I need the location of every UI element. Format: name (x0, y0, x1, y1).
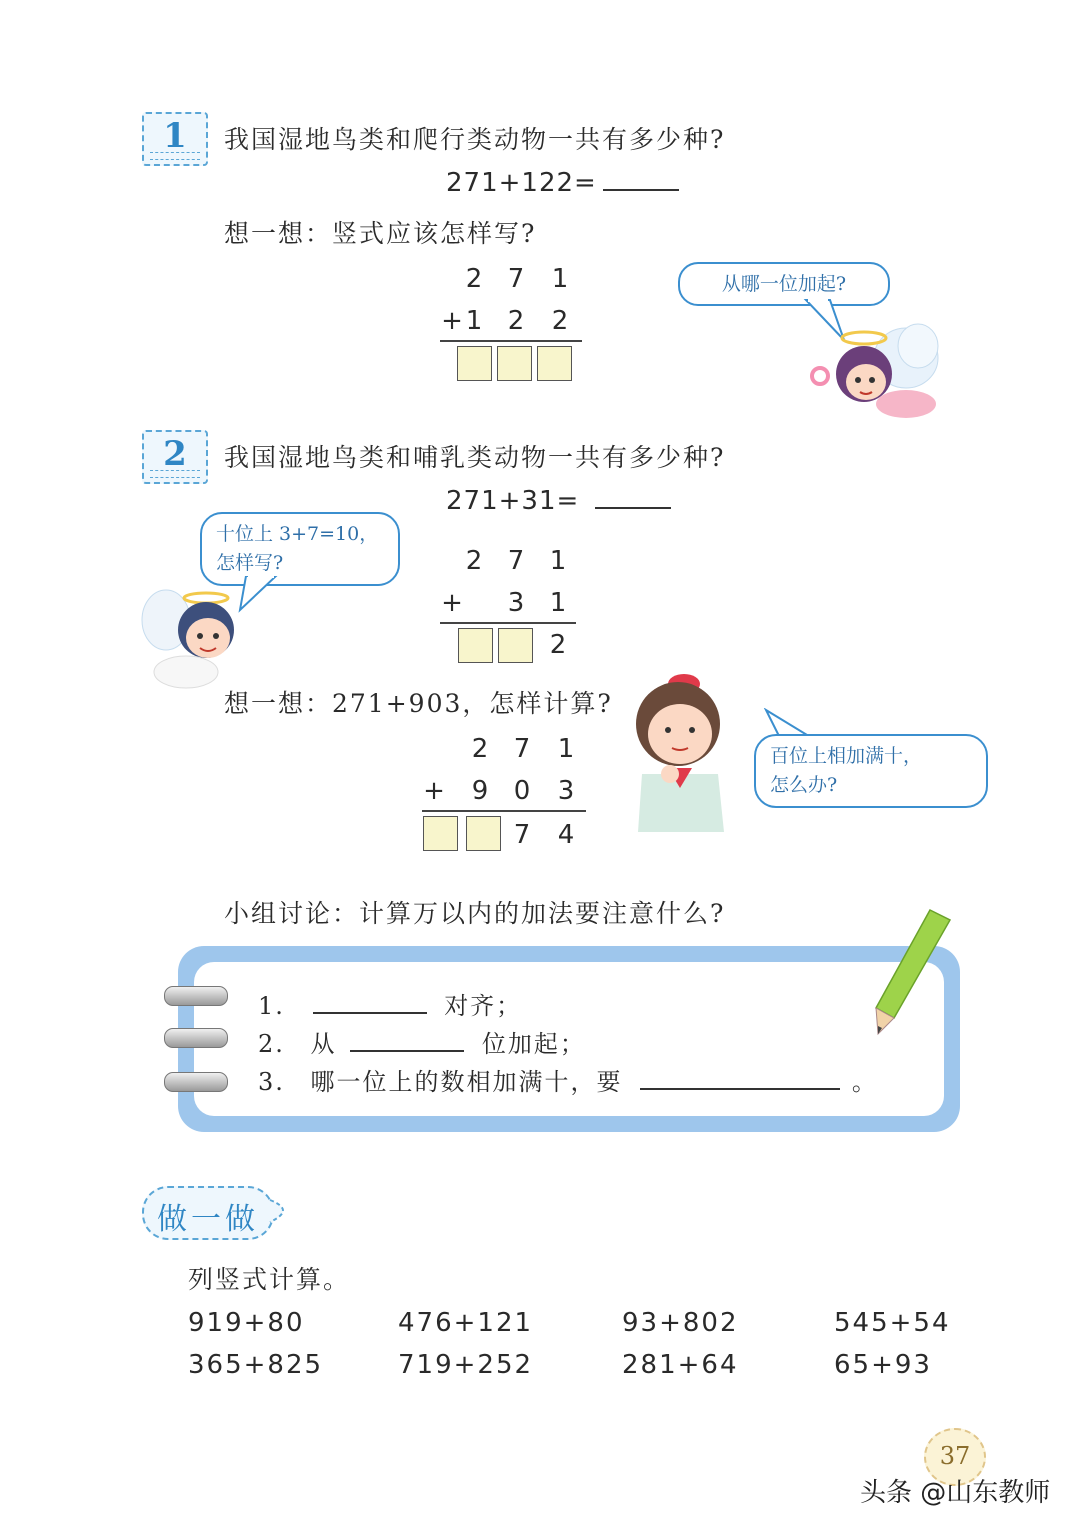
v3-rule (422, 810, 586, 812)
v3-result-tens: 7 (513, 820, 531, 850)
discussion-item-3-before: 哪一位上的数相加满十，要 (310, 1068, 623, 1096)
v2-r1-ones: 1 (549, 546, 567, 576)
practice-instruction: 列竖式计算。 (188, 1265, 351, 1294)
example-2-think: 想一想：271+903，怎样计算? (224, 689, 613, 718)
discussion-item-2 (258, 1024, 586, 1059)
v2-answer-box (498, 628, 533, 663)
v2-result-ones: 2 (549, 630, 567, 660)
discussion-item-2-before: 从 (310, 1030, 337, 1058)
speech-bubble-3-line1: 百位上相加满十， (770, 745, 923, 767)
problem: 65+93 (834, 1350, 932, 1380)
v1-r1-hundreds: 2 (465, 264, 483, 294)
problem: 365+825 (188, 1350, 324, 1380)
example-2-badge (142, 430, 208, 484)
v1-r2-hundreds: 1 (465, 306, 483, 336)
v3-r1-tens: 7 (513, 734, 531, 764)
example-2-question: 我国湿地鸟类和哺乳类动物一共有多少种? (224, 443, 726, 472)
fill-blank (313, 1012, 427, 1014)
watermark: 头条 @山东教师 (860, 1478, 1051, 1508)
thinking-girl-illustration (618, 664, 738, 834)
pencil-icon (868, 906, 958, 1036)
v3-r1-hundreds: 2 (471, 734, 489, 764)
practice-title-badge (142, 1186, 274, 1240)
example-1-badge (142, 112, 208, 166)
v1-plus: + (441, 306, 463, 336)
problem: 476+121 (398, 1308, 534, 1338)
discussion-item-3 (258, 1062, 878, 1097)
ring-binder-icon (164, 1028, 228, 1048)
example-2-equation (446, 486, 671, 516)
v1-r2-tens: 2 (507, 306, 525, 336)
v2-r1-tens: 7 (507, 546, 525, 576)
v3-result-ones: 4 (557, 820, 575, 850)
discussion-item-1 (258, 986, 522, 1021)
v3-answer-box (466, 816, 501, 851)
problem: 919+80 (188, 1308, 305, 1338)
v1-rule (440, 340, 582, 342)
problem: 719+252 (398, 1350, 534, 1380)
ring-binder-icon (164, 1072, 228, 1092)
v1-answer-box (537, 346, 572, 381)
discussion-item-1-text: 对齐； (444, 992, 523, 1020)
angel-girl-illustration (806, 318, 946, 438)
v1-answer-box (457, 346, 492, 381)
speech-bubble-1-text: 从哪一位加起? (721, 273, 847, 295)
page-number: 37 (939, 1442, 971, 1470)
example-2-number: 2 (163, 434, 187, 474)
speech-bubble-2-line1: 十位上 3+7=10， (216, 523, 379, 545)
discussion-item-1-num: 1. (258, 992, 285, 1020)
v2-r2-tens: 3 (507, 588, 525, 618)
speech-bubble-2 (200, 512, 400, 586)
answer-blank (595, 507, 671, 509)
answer-blank (603, 189, 679, 191)
v2-rule (440, 622, 576, 624)
fill-blank (640, 1088, 840, 1090)
speech-bubble-2-line2: 怎样写? (216, 552, 284, 574)
v3-answer-box (423, 816, 458, 851)
speech-bubble-3-line2: 怎么办? (770, 774, 838, 796)
discussion-item-2-text: 位加起； (481, 1030, 586, 1058)
v1-r2-ones: 2 (551, 306, 569, 336)
v1-answer-box (497, 346, 532, 381)
v1-r1-tens: 7 (507, 264, 525, 294)
example-1-question: 我国湿地鸟类和爬行类动物一共有多少种? (224, 125, 726, 154)
discussion-item-3-num: 3. (258, 1068, 285, 1096)
angel-boy-illustration (136, 584, 246, 694)
v2-answer-box (458, 628, 493, 663)
v3-r2-hundreds: 9 (471, 776, 489, 806)
practice-title: 做一做 (157, 1202, 259, 1237)
v2-plus: + (441, 588, 463, 618)
speech-bubble-3 (754, 734, 988, 808)
discussion-item-3-text: 。 (851, 1068, 878, 1096)
v2-r1-hundreds: 2 (465, 546, 483, 576)
problem: 93+802 (622, 1308, 739, 1338)
discussion-item-2-num: 2. (258, 1030, 285, 1058)
v3-r2-tens: 0 (513, 776, 531, 806)
example-1-equation (446, 168, 679, 198)
discussion-prompt: 小组讨论：计算万以内的加法要注意什么? (224, 899, 726, 928)
v3-r1-ones: 1 (557, 734, 575, 764)
example-1-number: 1 (163, 116, 187, 156)
example-2-equation-text: 271+31= (446, 486, 580, 516)
example-1-equation-text: 271+122= (446, 168, 597, 198)
problem: 545+54 (834, 1308, 951, 1338)
v2-r2-ones: 1 (549, 588, 567, 618)
example-1-think: 想一想：竖式应该怎样写? (224, 219, 537, 248)
badge-arrow-icon (266, 1196, 302, 1226)
ring-binder-icon (164, 986, 228, 1006)
problem: 281+64 (622, 1350, 739, 1380)
v3-r2-ones: 3 (557, 776, 575, 806)
fill-blank (350, 1050, 464, 1052)
v3-plus: + (423, 776, 445, 806)
v1-r1-ones: 1 (551, 264, 569, 294)
